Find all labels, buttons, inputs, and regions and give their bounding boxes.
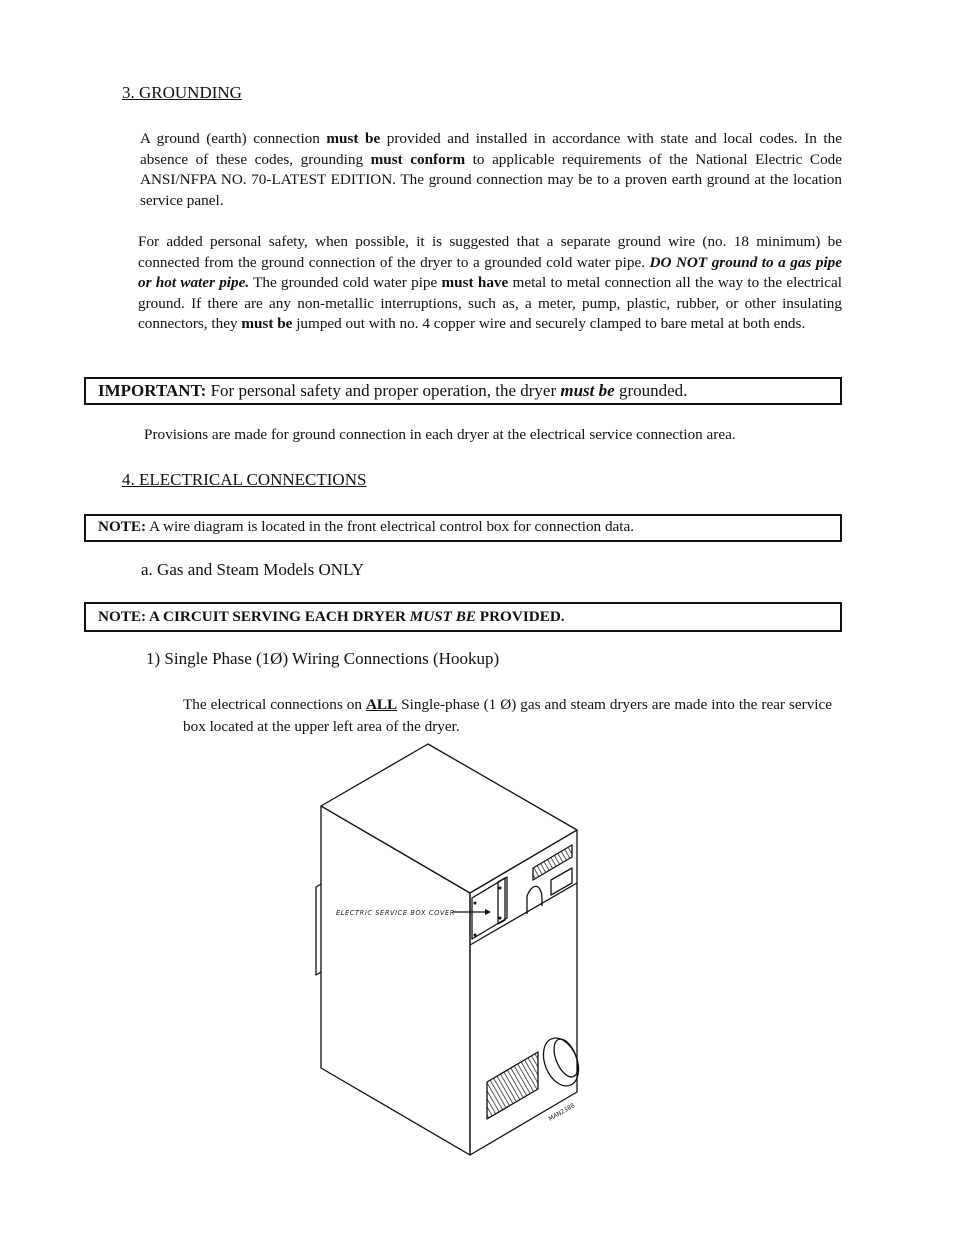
subheading-single-phase: 1) Single Phase (1Ø) Wiring Connections (Hookup) xyxy=(146,649,500,668)
provisions-text: Provisions are made for ground connection in each dryer at the electrical service connection area. xyxy=(144,426,736,443)
service-box-cover xyxy=(472,877,507,939)
duct-opening xyxy=(527,886,542,914)
emphasis-text: ALL xyxy=(365,696,398,713)
text-run: For personal safety and proper operation, the dryer xyxy=(206,381,561,400)
text-run: PROVIDED. xyxy=(476,608,565,625)
lower-vent xyxy=(487,1052,538,1119)
emphasis-text: must be xyxy=(326,130,381,147)
text-run: The grounded cold water pipe xyxy=(249,274,442,292)
text-run: jumped out with no. 4 copper wire and securely clamped to bare metal at both ends. xyxy=(292,315,806,333)
text-run: metal to metal connection all the way to the electrical ground. If there are any non-metallic interruptions, such as, a meter, pump, plastic, rubber, or other insulating connectors, they xyxy=(138,274,842,333)
subheading-gas-steam: a. Gas and Steam Models ONLY xyxy=(141,560,365,579)
side-bracket xyxy=(316,884,321,975)
note-label: NOTE: xyxy=(98,518,147,535)
important-label: IMPORTANT: xyxy=(98,381,207,400)
text-run: A ground (earth) connection xyxy=(140,130,327,147)
section-heading-electrical: 4. ELECTRICAL CONNECTIONS xyxy=(122,470,367,489)
figure-code: MAN2388 xyxy=(547,1102,577,1123)
text-run: A wire diagram is located in the front electrical control box for connection data. xyxy=(146,518,635,535)
emphasis-text: must be xyxy=(241,315,293,333)
screw xyxy=(474,902,476,904)
screw xyxy=(499,887,501,889)
text-run: The electrical connections on xyxy=(183,696,366,713)
dryer-side-face xyxy=(321,806,470,1155)
upper-vent xyxy=(533,845,572,880)
text-run: grounded. xyxy=(614,381,688,400)
emphasis-text: MUST BE xyxy=(409,608,476,625)
warning-text: DO NOT ground to a gas pipe or hot water pipe. xyxy=(138,253,843,292)
text-run: For added personal safety, when possible, it is suggested that a separate ground wire (no. 18 minimum) be connected from the ground connection of the dryer to a grounded cold water pipe. xyxy=(138,233,842,271)
callout-arrow-icon xyxy=(485,909,491,915)
emphasis-text: must have xyxy=(441,274,509,292)
text-run: to applicable requirements of the National Electric Code ANSI/NFPA NO. 70-LATEST EDITION. The ground connection may be to a proven earth ground at the location service panel. xyxy=(140,150,842,209)
screw xyxy=(499,917,501,919)
screw xyxy=(474,934,476,936)
callout-label: ELECTRIC SERVICE BOX COVER xyxy=(336,909,455,917)
text-run: Single-phase (1 Ø) gas and steam dryers are made into the rear service box located at the upper left area of the dryer. xyxy=(183,696,832,735)
rear-port xyxy=(551,868,572,895)
section-heading-grounding: 3. GROUNDING xyxy=(122,83,242,102)
text-run: provided and installed in accordance with state and local codes. In the absence of these codes, grounding xyxy=(140,130,842,168)
dryer-front-face xyxy=(470,830,577,1155)
emphasis-text: must be xyxy=(560,381,615,400)
emphasis-text: must conform xyxy=(370,150,466,168)
text-run: NOTE: A CIRCUIT SERVING EACH DRYER xyxy=(98,608,410,625)
